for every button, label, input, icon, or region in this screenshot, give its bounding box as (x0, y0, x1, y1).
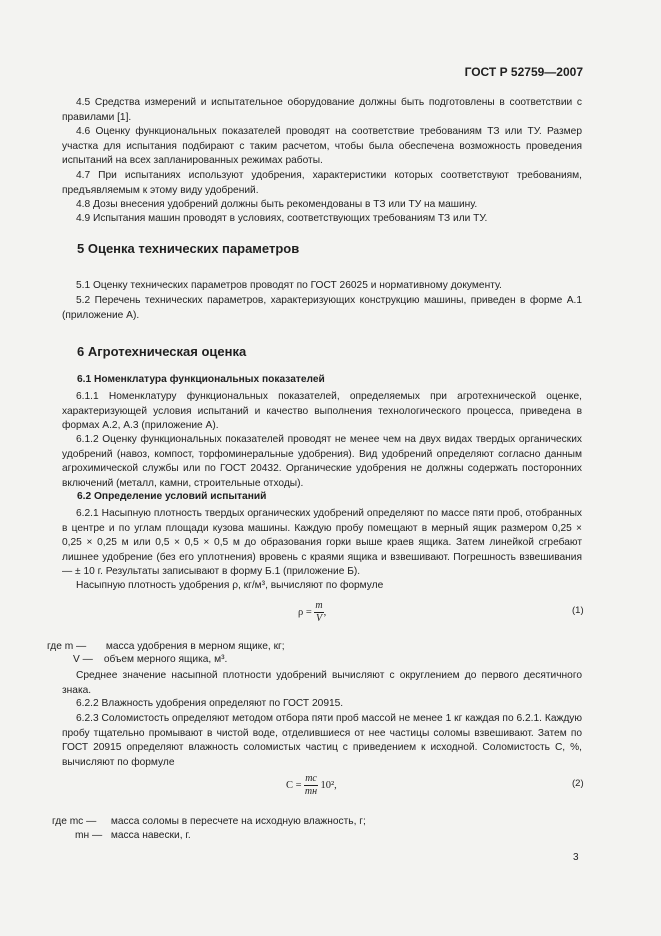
paragraph-5-2: 5.2 Перечень технических параметров, характеризующих конструкцию машины, приведен в форме А.1 (приложение А). (62, 295, 582, 321)
where-1-line-2 (73, 653, 227, 667)
paragraph-4-5: 4.5 Средства измерений и испытательное оборудование должны быть подготовлены в соответствии с правилами [1]. (62, 97, 582, 123)
formula-1-denominator: V (315, 613, 323, 624)
formula-2-numerator: mс (305, 773, 317, 784)
where-2-description: масса соломы в пересчете на исходную влажность, г; (110, 816, 366, 827)
paragraph-6-2-3: 6.2.3 Соломистость определяют методом отбора пяти проб массой не менее 1 кг каждая по 6.2.1. Каждую пробу тщательно промывают в чистой воде, отделившиеся от нее частицы соломы взвешивают. Затем по ГОСТ 20915 определяют влажность соломистых частиц с приведением к исходной. Соломистость C, %, вычисляют по формуле (62, 713, 582, 768)
formula-1-tail: , (323, 606, 327, 618)
paragraph-4-9: 4.9 Испытания машин проводят в условиях, соответствующих требованиям ТЗ или ТУ. (76, 213, 488, 224)
paragraph-6-1-1: 6.1.1 Номенклатуру функциональных показателей, определяемых при агротехнической оценке, характеризующей условия испытаний и качество выполнения технологического процесса, приведена в формах А.2, А.3 (приложение А). (62, 391, 582, 432)
formula-1-numerator: m (315, 600, 323, 611)
formula-2-fraction (304, 773, 318, 798)
formula-1-lhs: ρ = (298, 606, 312, 618)
section-6-heading: 6 Агротехническая оценка (77, 344, 247, 359)
where-2-line-1 (52, 815, 366, 829)
formula-1-number: (1) (572, 605, 584, 616)
paragraph-6-1-2: 6.1.2 Оценку функциональных показателей проводят не менее чем на двух видах твердых органических удобрений (навоз, компост, торфоминеральные удобрения). Вид удобрений определяют согласно данным агрохимической службы или по ГОСТ 20432. Органические удобрения не должны содержать посторонних включений (металл, камни, строительные отходы). (62, 434, 582, 489)
page-number: 3 (573, 852, 579, 863)
formula-2-number: (2) (572, 778, 584, 789)
formula-2-lhs: C = (286, 779, 302, 791)
section-6-2-heading: 6.2 Определение условий испытаний (77, 491, 267, 502)
where-2-description: масса навески, г. (110, 830, 191, 841)
formula-2-tail: 10², (320, 779, 337, 791)
where-2-symbol: mн — (75, 830, 103, 841)
where-1-symbol: где m — (47, 641, 87, 652)
paragraph-4-6: 4.6 Оценку функциональных показателей проводят на соответствие требованиям ТЗ или ТУ. Размер участка для испытания подбирают с таким расчетом, чтобы была обеспечена возможность проведения испытаний на всех запланированных режимах работы. (62, 126, 582, 167)
where-1-symbol: V — (73, 654, 93, 665)
standard-header: ГОСТ Р 52759—2007 (464, 65, 583, 79)
formula-2 (286, 773, 337, 798)
formula-1 (298, 600, 326, 625)
section-5-heading: 5 Оценка технических параметров (77, 241, 300, 256)
paragraph-4-8: 4.8 Дозы внесения удобрений должны быть рекомендованы в ТЗ или ТУ на машину. (76, 199, 478, 210)
where-1-line-1 (47, 640, 285, 654)
formula-1-fraction (314, 600, 323, 625)
formula-2-denominator: mн (304, 786, 318, 797)
paragraph-6-2-1: 6.2.1 Насыпную плотность твердых органических удобрений определяют по массе пяти проб, отобранных в центре и по углам площади кузова машины. Каждую пробу помещают в мерный ящик размером 0,25 × 0,25 × 0,25 м или 0,5 × 0,5 × 0,5 м до образования горки выше краев ящика. Затем линейкой сгребают лишнее удобрение (без его уплотнения) вровень с краями ящика и взвешивают. Погрешность взвешивания — ± 10 г. Результаты записывают в форму Б.1 (приложение Б). (62, 508, 582, 578)
where-2-line-2 (75, 829, 191, 843)
paragraph-6-2-2: 6.2.2 Влажность удобрения определяют по ГОСТ 20915. (76, 698, 344, 709)
paragraph-5-1: 5.1 Оценку технических параметров проводят по ГОСТ 26025 и нормативному документу. (76, 280, 502, 291)
density-intro: Насыпную плотность удобрения ρ, кг/м³, вычисляют по формуле (76, 580, 384, 591)
where-2-symbol: где mс — (52, 816, 97, 827)
paragraph-4-7: 4.7 При испытаниях используют удобрения, характеристики которых соответствуют требованиям, предъявляемым к этому виду удобрений. (62, 170, 582, 196)
where-1-description: масса удобрения в мерном ящике, кг; (105, 641, 285, 652)
where-1-description: объем мерного ящика, м³. (103, 654, 228, 665)
section-6-1-heading: 6.1 Номенклатура функциональных показателей (77, 374, 325, 385)
average-note: Среднее значение насыпной плотности удобрений вычисляют с округлением до первого десятичного знака. (62, 670, 582, 696)
